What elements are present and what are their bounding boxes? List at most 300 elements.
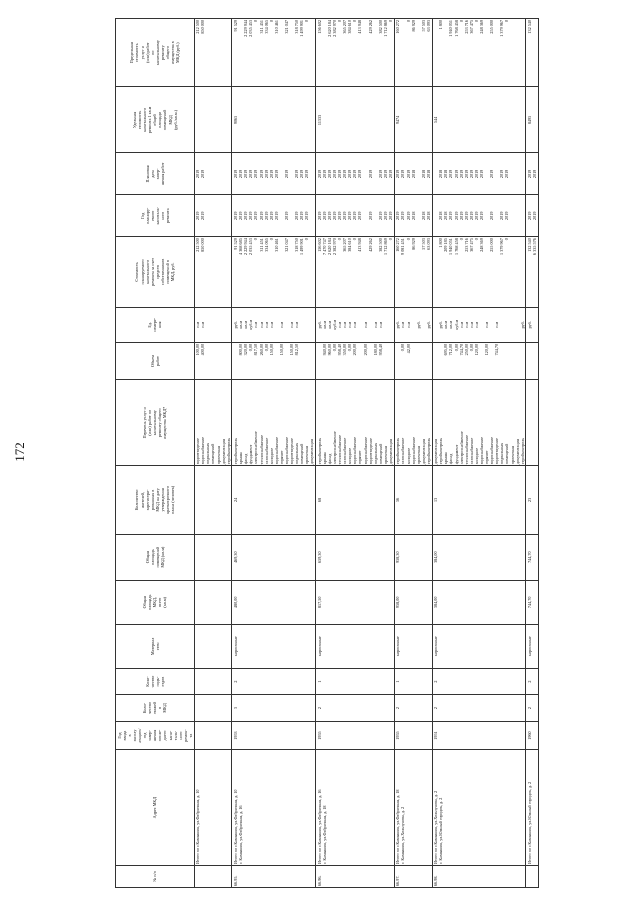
- plan-years-value: 2019: [405, 211, 411, 220]
- area-rooms-cell: 958,30: [394, 534, 432, 580]
- costs-value: 0: [253, 238, 259, 241]
- column-header-line: этажей: [152, 701, 158, 715]
- limit-costs-value: 212 500: [195, 20, 201, 34]
- costs-value: 0: [504, 238, 510, 241]
- volumes-value: [309, 344, 314, 378]
- costs-value: 9 081 451: [400, 238, 406, 255]
- units-value: куб.м: [332, 319, 337, 330]
- costs-cell: [316, 237, 395, 307]
- volumes-value: 260,00: [258, 343, 264, 356]
- year-cell: 1955: [394, 721, 432, 750]
- services-value: холодное: [268, 447, 274, 465]
- services-value: крыша: [321, 452, 327, 465]
- page-number: 172: [12, 442, 27, 462]
- plan-years-value: [226, 196, 231, 235]
- units-value: куб.м: [248, 319, 254, 330]
- plan-years-value: 2018: [438, 211, 444, 220]
- column-header-line: имущества МКД*: [162, 406, 168, 439]
- services-value: горячее: [484, 450, 490, 465]
- end-years-cell: [194, 153, 232, 195]
- volumes-value: 150,00: [289, 343, 295, 356]
- volumes-value: 712,00: [448, 343, 454, 356]
- volumes-value: 744,70: [494, 343, 500, 356]
- limit-costs-cell: [316, 19, 395, 87]
- services-value: водоснабжение: [362, 436, 368, 465]
- column-header-line: работ: [154, 356, 160, 367]
- costs-value: [309, 238, 314, 305]
- end-years-value: 2019: [382, 169, 388, 179]
- services-value: фасад: [448, 453, 454, 465]
- limit-costs-value: 1 800: [438, 20, 444, 30]
- units-value: кв.м: [443, 320, 449, 329]
- end-years-value: 2019: [316, 169, 322, 179]
- area-total-cell: 958,00: [394, 580, 432, 624]
- costs-cell: [232, 237, 316, 307]
- volumes-cell: [232, 342, 316, 379]
- services-value: фундамент: [248, 444, 254, 465]
- area-rooms-cell: 659,30: [316, 534, 395, 580]
- end-years-value: 2019: [195, 169, 201, 179]
- services-value: проектная: [509, 446, 515, 465]
- limit-costs-value: 253 716: [463, 20, 469, 34]
- column-header-line: ремонта 1 кв.м: [147, 106, 153, 134]
- volumes-value: 958,40: [377, 343, 383, 356]
- end-years-value: 2019: [357, 169, 363, 179]
- column-header-line: Год: [116, 732, 122, 739]
- column-header-line: рованных в: [149, 489, 155, 511]
- costs-cell: [194, 237, 232, 307]
- limit-costs-cell: [432, 19, 526, 87]
- units-value: куб.м: [453, 319, 459, 330]
- services-cell: [194, 380, 232, 466]
- volumes-value: 100,00: [195, 343, 201, 356]
- costs-value: 382 500: [377, 238, 383, 252]
- column-header-6: [116, 580, 195, 624]
- column-header-line: услуг и: [139, 46, 145, 60]
- plan-years-value: 2019: [248, 211, 254, 220]
- column-header-line: завер-: [154, 168, 160, 180]
- plan-years-value: 2019: [273, 211, 279, 220]
- num-cell: 66.95.: [232, 865, 316, 887]
- material-cell: кирпичные: [394, 624, 432, 668]
- plan-years-value: 2019: [347, 211, 353, 220]
- volumes-value: 960,00: [326, 343, 332, 356]
- column-header-0: [116, 865, 195, 887]
- units-value: руб.: [415, 321, 421, 329]
- limit-costs-cell: [526, 19, 538, 87]
- costs-value: 0: [458, 238, 464, 241]
- costs-value: 0: [388, 238, 394, 241]
- addr-cell: [526, 750, 538, 866]
- plan-years-cell: [432, 195, 526, 237]
- units-value: п.м: [342, 321, 348, 328]
- end-years-value: 2019: [463, 169, 469, 179]
- volumes-cell: [194, 342, 232, 379]
- costs-value: 0: [352, 238, 358, 241]
- units-value: п.м: [200, 321, 206, 328]
- services-value: теплоснабжение: [337, 435, 343, 465]
- column-header-line: (или) работ: [144, 42, 150, 63]
- units-value: п.м: [362, 321, 368, 328]
- plan-years-value: 2019: [195, 211, 201, 220]
- material-cell: кирпичные: [232, 624, 316, 668]
- floors-cell: 3: [232, 695, 316, 721]
- units-value: кв.м: [448, 320, 454, 329]
- residents-cell: 24: [232, 466, 316, 534]
- plan-years-value: 2019: [504, 211, 510, 220]
- column-header-14: [116, 153, 195, 195]
- costs-value: 334 065: [263, 238, 269, 252]
- services-value: холодное: [347, 447, 353, 465]
- end-years-value: 2019: [468, 169, 474, 179]
- column-header-line: общей: [152, 114, 158, 126]
- units-cell: [526, 307, 538, 342]
- plan-years-cell: [394, 195, 432, 237]
- column-header-line: (кв.м): [162, 597, 168, 608]
- column-header-line: дата: [149, 170, 155, 178]
- services-value: газоснабжение: [342, 437, 348, 465]
- services-value: крыша: [443, 452, 449, 465]
- volumes-value: 400,00: [200, 343, 206, 356]
- units-value: п.м: [484, 321, 490, 328]
- units-value: п.м: [405, 321, 411, 328]
- column-header-line: ремонта за счет: [149, 258, 155, 286]
- volumes-value: 812,50: [294, 343, 300, 356]
- year-cell: 1951: [432, 721, 526, 750]
- unit-cost-cell: 9474: [394, 87, 432, 153]
- end-years-value: 2019: [499, 169, 505, 179]
- column-header-line: помещений: [154, 546, 160, 568]
- end-years-value: 2019: [388, 169, 394, 179]
- units-value: п.м: [294, 321, 300, 328]
- column-header-1: [116, 750, 195, 866]
- volumes-value: 800,00: [238, 343, 244, 356]
- costs-value: 7 470 747: [321, 238, 327, 255]
- column-header-line: площадь: [147, 594, 153, 611]
- services-value: стройконтроль: [519, 437, 525, 465]
- year-cell: 1960: [526, 721, 538, 750]
- plan-years-value: 2018: [410, 211, 416, 220]
- plan-years-value: 2018: [443, 211, 449, 220]
- costs-value: 1 768 458: [453, 238, 459, 255]
- volumes-value: [520, 344, 525, 378]
- column-header-line: Количество: [134, 489, 140, 511]
- column-header-5: [116, 624, 195, 668]
- services-value: водоснабжение: [479, 436, 484, 465]
- plan-years-cell: [232, 195, 316, 237]
- units-cell: [194, 307, 232, 342]
- services-value: горячее: [357, 450, 363, 465]
- limit-costs-value: 0: [352, 20, 358, 23]
- limit-costs-value: 255 000: [489, 20, 495, 34]
- area-rooms-cell: 384,00: [432, 534, 526, 580]
- services-value: подвальных: [372, 442, 378, 465]
- num-cell: 66.96.: [316, 865, 395, 887]
- column-header-line: МКД,: [152, 597, 158, 608]
- column-header-line: ездов: [159, 676, 165, 687]
- units-value: руб.: [316, 321, 322, 329]
- services-value: подвальных: [499, 442, 505, 465]
- volumes-value: 817,50: [253, 343, 259, 356]
- plan-years-value: 2019: [458, 211, 464, 220]
- volumes-value: 150,00: [278, 343, 284, 356]
- units-value: руб.: [395, 321, 401, 329]
- limit-costs-value: 57 503: [420, 20, 426, 32]
- residents-cell: 23: [526, 466, 538, 534]
- end-years-value: 2018: [420, 169, 426, 179]
- limit-costs-value: 0: [504, 20, 510, 23]
- costs-value: 212 500: [195, 238, 201, 252]
- limit-costs-value: 321 047: [283, 20, 289, 34]
- plan-years-cell: [316, 195, 395, 237]
- plan-years-value: 2019: [532, 211, 538, 220]
- column-header-16: [116, 19, 195, 87]
- addr-value: г. Камышин, ул.Фабричная, д. 16: [238, 805, 244, 864]
- column-header-line: в: [157, 707, 163, 709]
- addr-value: Итого по г.Камышин, ул.Хользунова, д. 2: [433, 790, 439, 864]
- plan-years-value: 2019: [321, 211, 327, 220]
- services-value: электроснабжение: [458, 431, 464, 465]
- costs-value: 429 262: [367, 238, 373, 252]
- column-header-line: капитальному: [152, 410, 158, 436]
- addr-value: Итого по г.Камышин, ул.Фабричная, д. 10: [195, 789, 201, 864]
- entrances-cell: 2: [432, 668, 526, 694]
- end-years-cell: [316, 153, 395, 195]
- services-value: водоснабжение: [283, 436, 289, 465]
- services-value: газоснабжение: [263, 437, 269, 465]
- volumes-value: 0,00: [347, 343, 353, 352]
- limit-costs-value: [520, 20, 525, 85]
- units-value: п.м: [372, 321, 378, 328]
- end-years-value: 2019: [332, 169, 337, 179]
- services-value: проектная: [382, 446, 388, 465]
- column-header-line: ного: [159, 211, 165, 220]
- services-value: стройконтроль: [425, 437, 431, 465]
- services-value: помещений: [299, 443, 305, 465]
- volumes-value: 150,00: [268, 343, 274, 356]
- units-value: руб.: [438, 321, 444, 329]
- addr-value: Итого по г.Камышин, ул.Фабричная, д. 18: [395, 789, 401, 864]
- end-years-value: 2019: [283, 169, 289, 179]
- column-header-line: завер-: [147, 730, 153, 741]
- plan-years-value: [309, 196, 314, 235]
- plan-years-value: 2019: [294, 211, 300, 220]
- services-value: водоснабжение: [273, 436, 279, 465]
- residents-cell: 56: [394, 466, 432, 534]
- limit-costs-cell: [194, 19, 232, 87]
- column-header-12: [116, 237, 195, 307]
- end-years-cell: [432, 153, 526, 195]
- end-years-value: [520, 155, 525, 194]
- table-row: [394, 19, 432, 888]
- end-years-value: 2019: [489, 169, 495, 179]
- services-value: теплоснабжение: [258, 435, 264, 465]
- units-value: п.м: [289, 321, 295, 328]
- column-header-line: Материал: [149, 637, 155, 656]
- end-years-value: 2019: [268, 169, 274, 179]
- units-value: п.м: [337, 321, 343, 328]
- services-value: водоотведение: [195, 438, 201, 465]
- num-cell: 66.98.: [432, 865, 526, 887]
- units-value: п.м: [253, 321, 259, 328]
- volumes-value: [388, 344, 393, 378]
- plan-years-value: 2019: [233, 211, 239, 220]
- column-header-line: та: [187, 733, 193, 738]
- volumes-value: 0,00: [400, 343, 406, 352]
- column-header-line: капитального: [142, 107, 148, 132]
- end-years-value: 2019: [294, 169, 300, 179]
- plan-years-value: [520, 196, 525, 235]
- column-header-line: Удельная: [131, 111, 137, 129]
- costs-value: 2 620 184: [326, 238, 332, 255]
- column-header-3: [116, 695, 195, 721]
- column-header-line: ремон-: [182, 729, 188, 742]
- volumes-value: 744,70: [458, 343, 464, 356]
- limit-costs-value: 0: [253, 20, 259, 23]
- services-value: водоотведение: [289, 438, 295, 465]
- end-years-value: 2019: [532, 169, 538, 179]
- services-value: подвальных: [294, 442, 300, 465]
- end-years-value: 2018: [438, 169, 444, 179]
- column-header-15: [116, 87, 195, 153]
- entrances-cell: [194, 668, 232, 694]
- services-value: горячее: [278, 450, 284, 465]
- column-header-line: № п/п: [152, 871, 158, 882]
- units-value: п.м: [352, 321, 358, 328]
- column-header-line: чество: [147, 702, 153, 714]
- volumes-value: 350,00: [342, 343, 348, 356]
- column-header-10: [116, 342, 195, 379]
- costs-value: 413 948: [357, 238, 363, 252]
- limit-costs-value: 365 207: [342, 20, 348, 34]
- plan-years-value: 2019: [304, 211, 310, 220]
- limit-costs-cell: [232, 19, 316, 87]
- services-value: документация: [514, 439, 520, 465]
- column-header-line: ремонта: [164, 208, 170, 224]
- costs-value: 0: [337, 238, 343, 241]
- column-header-line: площади: [157, 112, 163, 128]
- costs-cell: [432, 237, 526, 307]
- services-value: документация: [433, 439, 439, 465]
- volumes-value: 0,00: [248, 343, 254, 352]
- page-number-box: [0, 0, 40, 905]
- column-header-line: Коли-: [142, 702, 148, 714]
- costs-value: 86 929: [410, 238, 416, 250]
- services-value: стройконтроль: [438, 437, 444, 465]
- volumes-value: 250,00: [463, 343, 469, 356]
- plan-years-value: 2019: [367, 211, 373, 220]
- column-header-line: помещений в: [164, 260, 170, 284]
- services-value: водоснабжение: [200, 436, 206, 465]
- plan-years-value: 2019: [283, 211, 289, 220]
- floors-cell: [194, 695, 232, 721]
- column-header-line: имущества в: [170, 41, 176, 65]
- addr-cell: [316, 750, 395, 866]
- area-total-cell: 744,70: [526, 580, 538, 624]
- limit-costs-value: 1 499 901: [299, 20, 305, 37]
- volumes-value: 180,00: [372, 343, 378, 356]
- units-value: кв.м: [321, 320, 327, 329]
- limit-costs-value: 0: [268, 20, 274, 23]
- end-years-value: 2019: [326, 169, 332, 179]
- plan-years-value: 2019: [499, 211, 505, 220]
- volumes-value: 120,00: [473, 343, 479, 356]
- costs-value: 318 750: [294, 238, 300, 252]
- services-value: документация: [388, 439, 394, 465]
- costs-value: 132 540: [527, 238, 533, 252]
- plan-years-value: 2019: [332, 211, 337, 220]
- end-years-value: 2019: [377, 169, 383, 179]
- limit-costs-value: 0: [304, 20, 310, 23]
- column-header-line: эксплу: [131, 729, 137, 742]
- column-header-line: собственников: [159, 258, 165, 286]
- area-total-cell: 480,00: [232, 580, 316, 624]
- residents-cell: 13: [432, 466, 526, 534]
- plan-years-value: 2019: [342, 211, 348, 220]
- column-header-4: [116, 668, 195, 694]
- limit-costs-value: 318 750: [294, 20, 300, 34]
- services-value: фасад: [326, 453, 332, 465]
- end-years-value: 2019: [233, 169, 239, 179]
- column-header-line: Общая: [144, 551, 150, 564]
- column-header-line: по: [149, 50, 155, 55]
- costs-value: 311 451: [258, 238, 264, 252]
- end-years-value: 2019: [248, 169, 254, 179]
- column-header-line: Ед.: [147, 321, 153, 328]
- units-value: п.м: [494, 321, 500, 328]
- services-value: крыша: [238, 452, 244, 465]
- plan-years-value: 2019: [479, 211, 484, 220]
- column-header-line: (руб./кв.м.): [172, 109, 178, 130]
- volumes-cell: [394, 342, 432, 379]
- limit-costs-value: 367 475: [468, 20, 474, 34]
- services-value: документация: [420, 439, 426, 465]
- limit-costs-value: 0: [405, 20, 411, 23]
- rotated-table-container: [115, 18, 620, 888]
- plan-years-value: 2019: [200, 211, 206, 220]
- limit-costs-value: 382 500: [377, 20, 383, 34]
- unit-cost-cell: 11333: [316, 87, 395, 153]
- table-row: [232, 19, 316, 888]
- plan-years-value: 2019: [489, 211, 495, 220]
- units-value: п.м: [278, 321, 284, 328]
- year-cell: 1953: [232, 721, 316, 750]
- services-value: газоснабжение: [400, 437, 406, 465]
- plan-years-value: 2019: [268, 211, 274, 220]
- column-header-line: Коли-: [144, 676, 150, 687]
- table-row: [526, 19, 538, 888]
- plan-years-value: 2019: [395, 211, 401, 220]
- table-body: [194, 19, 538, 888]
- column-header-line: емого: [149, 210, 155, 221]
- costs-value: 248 369: [479, 238, 484, 252]
- services-value: стройконтроль: [225, 437, 231, 465]
- area-total-cell: 817,50: [316, 580, 395, 624]
- column-header-line: средств: [154, 265, 160, 279]
- column-header-line: Предельная: [129, 42, 135, 64]
- column-header-line: ного: [177, 731, 183, 740]
- services-value: холодное: [473, 447, 479, 465]
- plan-years-value: 2019: [253, 211, 259, 220]
- units-value: руб.: [527, 321, 533, 329]
- addr-cell: [394, 750, 432, 866]
- column-header-line: чество: [149, 675, 155, 688]
- units-value: п.м: [473, 321, 479, 328]
- volumes-value: [426, 344, 431, 378]
- column-header-2: [116, 721, 195, 750]
- limit-costs-value: 132 540: [527, 20, 533, 34]
- volumes-value: 958,40: [337, 343, 343, 356]
